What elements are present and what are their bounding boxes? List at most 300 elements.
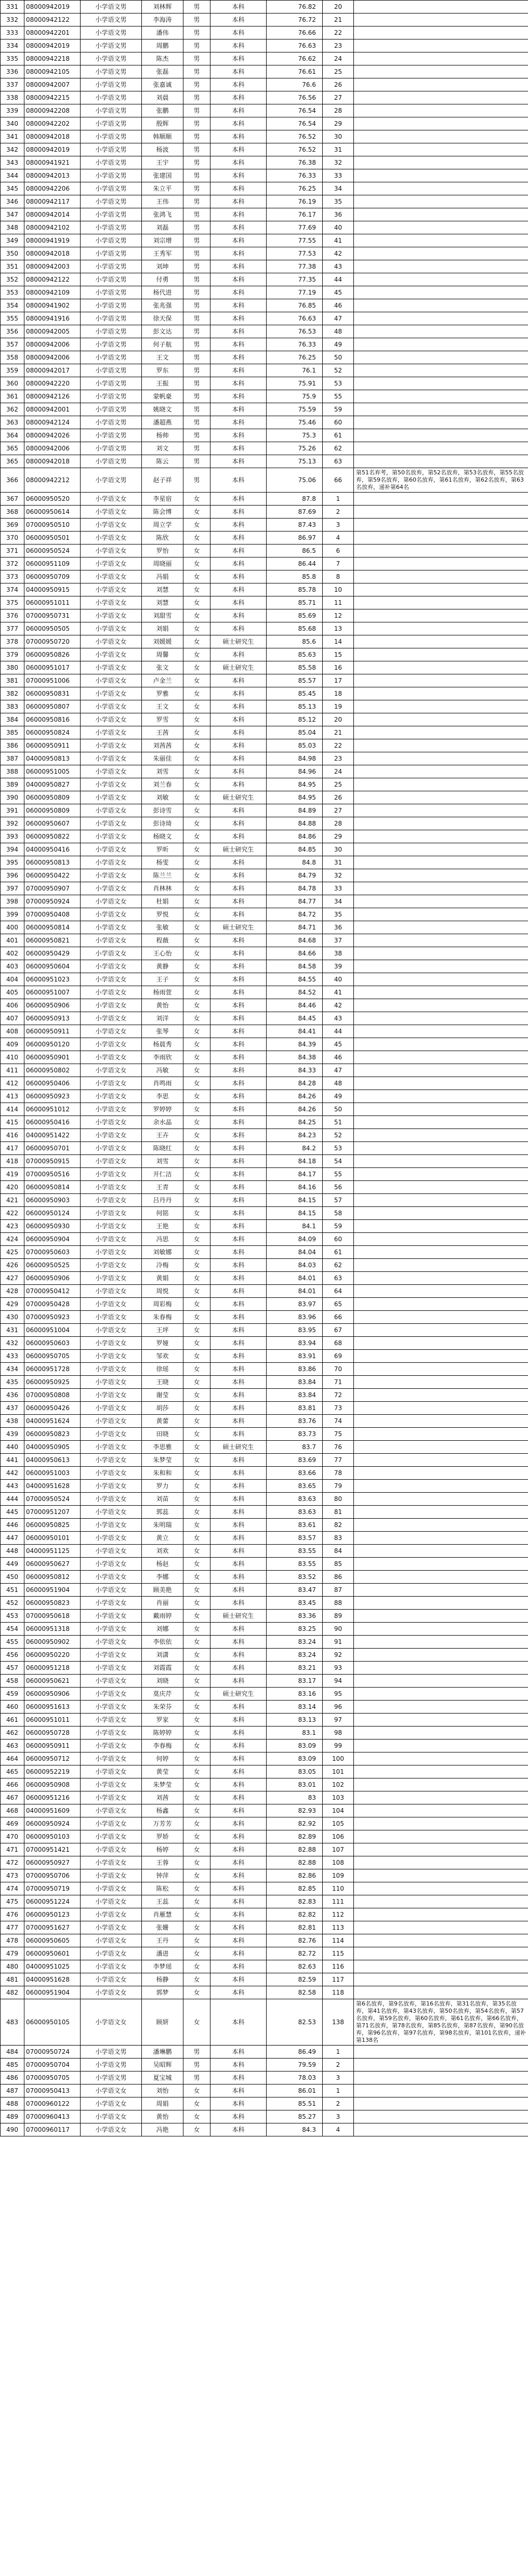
remark-cell bbox=[354, 519, 528, 532]
education-cell: 本科 bbox=[210, 1765, 267, 1778]
remark-cell bbox=[354, 1571, 528, 1584]
total-score-cell: 83.47 bbox=[267, 1584, 323, 1597]
position-cell: 小学语文女 bbox=[81, 752, 142, 765]
remark-cell bbox=[354, 1493, 528, 1506]
remark-cell bbox=[354, 1908, 528, 1921]
remark-cell bbox=[354, 1038, 528, 1051]
gender-cell: 女 bbox=[183, 1259, 210, 1272]
table-row bbox=[1, 752, 528, 765]
table-row bbox=[1, 1220, 528, 1233]
remark-cell bbox=[354, 622, 528, 635]
remark-cell bbox=[354, 713, 528, 726]
rank-cell: 71 bbox=[323, 1376, 354, 1389]
total-score-cell: 82.53 bbox=[267, 1999, 323, 2046]
position-cell: 小学语文女 bbox=[81, 1415, 142, 1428]
position-cell: 小学语文女 bbox=[81, 830, 142, 843]
table-row bbox=[1, 117, 528, 130]
position-cell: 小学语文女 bbox=[81, 1869, 142, 1882]
table-row bbox=[1, 442, 528, 455]
exam-id-cell: 07000951006 bbox=[24, 674, 81, 687]
row-number-cell: 477 bbox=[1, 1921, 24, 1934]
rank-cell: 51 bbox=[323, 1116, 354, 1129]
table-row bbox=[1, 570, 528, 583]
gender-cell: 女 bbox=[183, 1389, 210, 1402]
gender-cell: 女 bbox=[183, 1155, 210, 1168]
remark-cell bbox=[354, 104, 528, 117]
rank-cell: 35 bbox=[323, 195, 354, 208]
education-cell: 本科 bbox=[210, 1077, 267, 1090]
rank-cell: 34 bbox=[323, 182, 354, 195]
table-row bbox=[1, 143, 528, 156]
position-cell: 小学语文男 bbox=[81, 338, 142, 351]
gender-cell: 女 bbox=[183, 532, 210, 545]
education-cell: 本科 bbox=[210, 1363, 267, 1376]
education-cell: 本科 bbox=[210, 1856, 267, 1869]
gender-cell: 女 bbox=[183, 999, 210, 1012]
table-row bbox=[1, 156, 528, 169]
exam-id-cell: 04000950827 bbox=[24, 778, 81, 791]
exam-id-cell: 08000942005 bbox=[24, 325, 81, 338]
row-number-cell: 353 bbox=[1, 286, 24, 299]
exam-id-cell: 07000950510 bbox=[24, 519, 81, 532]
total-score-cell: 84.04 bbox=[267, 1246, 323, 1259]
rank-cell: 23 bbox=[323, 39, 354, 52]
row-number-cell: 387 bbox=[1, 752, 24, 765]
position-cell: 小学语文男 bbox=[81, 169, 142, 182]
education-cell: 本科 bbox=[210, 1817, 267, 1830]
education-cell: 本科 bbox=[210, 2084, 267, 2097]
position-cell: 小学语文男 bbox=[81, 442, 142, 455]
position-cell: 小学语文女 bbox=[81, 1220, 142, 1233]
row-number-cell: 362 bbox=[1, 403, 24, 416]
row-number-cell: 358 bbox=[1, 351, 24, 364]
position-cell: 小学语文女 bbox=[81, 1882, 142, 1895]
remark-cell bbox=[354, 791, 528, 804]
gender-cell: 男 bbox=[183, 104, 210, 117]
table-row bbox=[1, 325, 528, 338]
position-cell: 小学语文女 bbox=[81, 726, 142, 739]
position-cell: 小学语文女 bbox=[81, 622, 142, 635]
exam-id-cell: 06000950426 bbox=[24, 1402, 81, 1415]
remark-cell bbox=[354, 817, 528, 830]
position-cell: 小学语文男 bbox=[81, 14, 142, 26]
row-number-cell: 463 bbox=[1, 1740, 24, 1752]
gender-cell: 女 bbox=[183, 1051, 210, 1064]
row-number-cell: 341 bbox=[1, 130, 24, 143]
table-row bbox=[1, 2059, 528, 2072]
position-cell: 小学语文女 bbox=[81, 1103, 142, 1116]
table-row bbox=[1, 1597, 528, 1610]
total-score-cell: 75.46 bbox=[267, 416, 323, 429]
education-cell: 本科 bbox=[210, 1519, 267, 1532]
remark-cell bbox=[354, 1467, 528, 1480]
row-number-cell: 392 bbox=[1, 817, 24, 830]
gender-cell: 女 bbox=[183, 1960, 210, 1973]
candidate-name-cell: 冯艳 bbox=[142, 2123, 183, 2136]
row-number-cell: 467 bbox=[1, 1791, 24, 1804]
position-cell: 小学语文男 bbox=[81, 52, 142, 65]
rank-cell: 22 bbox=[323, 26, 354, 39]
rank-cell: 97 bbox=[323, 1714, 354, 1727]
education-cell: 本科 bbox=[210, 1973, 267, 1986]
total-score-cell: 82.88 bbox=[267, 1843, 323, 1856]
table-row bbox=[1, 1947, 528, 1960]
total-score-cell: 82.85 bbox=[267, 1882, 323, 1895]
education-cell: 本科 bbox=[210, 1259, 267, 1272]
position-cell: 小学语文男 bbox=[81, 468, 142, 493]
exam-id-cell: 08000942215 bbox=[24, 91, 81, 104]
total-score-cell: 86.44 bbox=[267, 557, 323, 570]
total-score-cell: 84.88 bbox=[267, 817, 323, 830]
candidate-name-cell: 潘进 bbox=[142, 1947, 183, 1960]
row-number-cell: 377 bbox=[1, 622, 24, 635]
rank-cell: 117 bbox=[323, 1973, 354, 1986]
row-number-cell: 433 bbox=[1, 1350, 24, 1363]
education-cell: 本科 bbox=[210, 1908, 267, 1921]
rank-cell: 11 bbox=[323, 596, 354, 609]
table-row bbox=[1, 1051, 528, 1064]
total-score-cell: 84.23 bbox=[267, 1129, 323, 1142]
education-cell: 本科 bbox=[210, 1752, 267, 1765]
table-row bbox=[1, 739, 528, 752]
rank-cell: 30 bbox=[323, 130, 354, 143]
row-number-cell: 374 bbox=[1, 583, 24, 596]
row-number-cell: 458 bbox=[1, 1675, 24, 1688]
candidate-name-cell: 张兆强 bbox=[142, 299, 183, 312]
candidate-name-cell: 万芳芳 bbox=[142, 1817, 183, 1830]
candidate-name-cell: 周馨 bbox=[142, 648, 183, 661]
education-cell: 本科 bbox=[210, 986, 267, 999]
total-score-cell: 84.98 bbox=[267, 752, 323, 765]
education-cell: 本科 bbox=[210, 1714, 267, 1727]
total-score-cell: 83.84 bbox=[267, 1389, 323, 1402]
position-cell: 小学语文女 bbox=[81, 1571, 142, 1584]
candidate-name-cell: 张建国 bbox=[142, 169, 183, 182]
gender-cell: 女 bbox=[183, 804, 210, 817]
total-score-cell: 83.1 bbox=[267, 1727, 323, 1740]
table-row bbox=[1, 1623, 528, 1636]
table-row bbox=[1, 1895, 528, 1908]
remark-cell bbox=[354, 39, 528, 52]
rank-cell: 36 bbox=[323, 921, 354, 934]
education-cell: 本科 bbox=[210, 1999, 267, 2046]
candidate-name-cell: 刘晓 bbox=[142, 1675, 183, 1688]
education-cell: 本科 bbox=[210, 1480, 267, 1493]
education-cell: 本科 bbox=[210, 648, 267, 661]
rank-cell: 21 bbox=[323, 14, 354, 26]
table-row bbox=[1, 934, 528, 947]
row-number-cell: 475 bbox=[1, 1895, 24, 1908]
exam-id-cell: 06000950809 bbox=[24, 804, 81, 817]
row-number-cell: 435 bbox=[1, 1376, 24, 1389]
exam-id-cell: 06000950524 bbox=[24, 545, 81, 557]
total-score-cell: 85.51 bbox=[267, 2097, 323, 2110]
candidate-name-cell: 陈欣 bbox=[142, 532, 183, 545]
total-score-cell: 82.76 bbox=[267, 1934, 323, 1947]
education-cell: 本科 bbox=[210, 455, 267, 468]
row-number-cell: 350 bbox=[1, 247, 24, 260]
candidate-name-cell: 彭诗雪 bbox=[142, 804, 183, 817]
row-number-cell: 339 bbox=[1, 104, 24, 117]
gender-cell: 女 bbox=[183, 791, 210, 804]
position-cell: 小学语文女 bbox=[81, 986, 142, 999]
candidate-name-cell: 陈云 bbox=[142, 455, 183, 468]
gender-cell: 女 bbox=[183, 1545, 210, 1558]
candidate-name-cell: 杨帅 bbox=[142, 429, 183, 442]
exam-id-cell: 06000950705 bbox=[24, 1350, 81, 1363]
position-cell: 小学语文女 bbox=[81, 1973, 142, 1986]
row-number-cell: 444 bbox=[1, 1493, 24, 1506]
education-cell: 本科 bbox=[210, 1090, 267, 1103]
gender-cell: 男 bbox=[183, 377, 210, 390]
row-number-cell: 453 bbox=[1, 1610, 24, 1623]
exam-id-cell: 06000950823 bbox=[24, 1597, 81, 1610]
remark-cell bbox=[354, 1168, 528, 1181]
position-cell: 小学语文女 bbox=[81, 2123, 142, 2136]
table-row bbox=[1, 1337, 528, 1350]
candidate-name-cell: 李雨欣 bbox=[142, 1051, 183, 1064]
exam-id-cell: 08000942208 bbox=[24, 104, 81, 117]
candidate-name-cell: 罗力 bbox=[142, 1480, 183, 1493]
total-score-cell: 85.13 bbox=[267, 700, 323, 713]
rank-cell: 50 bbox=[323, 351, 354, 364]
exam-id-cell: 07000950923 bbox=[24, 1311, 81, 1324]
exam-id-cell: 06000950906 bbox=[24, 1688, 81, 1701]
total-score-cell: 84.25 bbox=[267, 1116, 323, 1129]
total-score-cell: 75.9 bbox=[267, 390, 323, 403]
candidate-name-cell: 黄娟 bbox=[142, 1272, 183, 1285]
exam-id-cell: 04000950915 bbox=[24, 583, 81, 596]
position-cell: 小学语文女 bbox=[81, 648, 142, 661]
table-row bbox=[1, 532, 528, 545]
candidate-name-cell: 罗雪 bbox=[142, 713, 183, 726]
position-cell: 小学语文男 bbox=[81, 117, 142, 130]
table-row bbox=[1, 726, 528, 739]
total-score-cell: 77.35 bbox=[267, 273, 323, 286]
position-cell: 小学语文女 bbox=[81, 1025, 142, 1038]
row-number-cell: 454 bbox=[1, 1623, 24, 1636]
table-row bbox=[1, 1, 528, 14]
exam-id-cell: 04000950813 bbox=[24, 752, 81, 765]
rank-cell: 3 bbox=[323, 2072, 354, 2084]
candidate-name-cell: 刘怡 bbox=[142, 2084, 183, 2097]
gender-cell: 女 bbox=[183, 1597, 210, 1610]
gender-cell: 男 bbox=[183, 221, 210, 234]
total-score-cell: 85.63 bbox=[267, 648, 323, 661]
candidate-name-cell: 赵子祥 bbox=[142, 468, 183, 493]
total-score-cell: 83.84 bbox=[267, 1376, 323, 1389]
education-cell: 本科 bbox=[210, 726, 267, 739]
table-row bbox=[1, 182, 528, 195]
gender-cell: 女 bbox=[183, 1103, 210, 1116]
position-cell: 小学语文女 bbox=[81, 1649, 142, 1662]
rank-cell: 56 bbox=[323, 1181, 354, 1194]
education-cell: 本科 bbox=[210, 1727, 267, 1740]
remark-cell bbox=[354, 1623, 528, 1636]
row-number-cell: 384 bbox=[1, 713, 24, 726]
rank-cell: 63 bbox=[323, 1272, 354, 1285]
position-cell: 小学语文女 bbox=[81, 947, 142, 960]
remark-cell bbox=[354, 1506, 528, 1519]
exam-id-cell: 06000950101 bbox=[24, 1532, 81, 1545]
candidate-name-cell: 朱梦莹 bbox=[142, 1778, 183, 1791]
remark-cell bbox=[354, 1220, 528, 1233]
rank-cell: 75 bbox=[323, 1428, 354, 1441]
row-number-cell: 440 bbox=[1, 1441, 24, 1454]
education-cell: 本科 bbox=[210, 1285, 267, 1298]
row-number-cell: 448 bbox=[1, 1545, 24, 1558]
remark-cell bbox=[354, 1, 528, 14]
position-cell: 小学语文女 bbox=[81, 713, 142, 726]
row-number-cell: 489 bbox=[1, 2110, 24, 2123]
education-cell: 本科 bbox=[210, 442, 267, 455]
rank-cell: 101 bbox=[323, 1765, 354, 1778]
candidate-name-cell: 刘林辉 bbox=[142, 1, 183, 14]
position-cell: 小学语文女 bbox=[81, 583, 142, 596]
candidate-name-cell: 李思 bbox=[142, 1090, 183, 1103]
table-row bbox=[1, 1506, 528, 1519]
row-number-cell: 488 bbox=[1, 2097, 24, 2110]
table-row bbox=[1, 1934, 528, 1947]
row-number-cell: 439 bbox=[1, 1428, 24, 1441]
total-score-cell: 76.56 bbox=[267, 91, 323, 104]
remark-cell bbox=[354, 1337, 528, 1350]
candidate-name-cell: 徐瑶 bbox=[142, 1363, 183, 1376]
table-row bbox=[1, 65, 528, 78]
education-cell: 本科 bbox=[210, 234, 267, 247]
candidate-name-cell: 王子 bbox=[142, 973, 183, 986]
gender-cell: 女 bbox=[183, 1765, 210, 1778]
row-number-cell: 361 bbox=[1, 390, 24, 403]
gender-cell: 女 bbox=[183, 1129, 210, 1142]
total-score-cell: 76.53 bbox=[267, 325, 323, 338]
education-cell: 硕士研究生 bbox=[210, 843, 267, 856]
rank-cell: 92 bbox=[323, 1649, 354, 1662]
row-number-cell: 415 bbox=[1, 1116, 24, 1129]
position-cell: 小学语文女 bbox=[81, 1324, 142, 1337]
table-row bbox=[1, 1921, 528, 1934]
candidate-name-cell: 王艳 bbox=[142, 1220, 183, 1233]
education-cell: 本科 bbox=[210, 182, 267, 195]
position-cell: 小学语文男 bbox=[81, 195, 142, 208]
candidate-name-cell: 陈兰兰 bbox=[142, 869, 183, 882]
total-score-cell: 87.43 bbox=[267, 519, 323, 532]
gender-cell: 女 bbox=[183, 1740, 210, 1752]
row-number-cell: 445 bbox=[1, 1506, 24, 1519]
row-number-cell: 346 bbox=[1, 195, 24, 208]
gender-cell: 男 bbox=[183, 468, 210, 493]
rank-cell: 27 bbox=[323, 91, 354, 104]
exam-id-cell: 06000950604 bbox=[24, 960, 81, 973]
table-row bbox=[1, 1752, 528, 1765]
gender-cell: 女 bbox=[183, 1467, 210, 1480]
table-row bbox=[1, 1493, 528, 1506]
exam-id-cell: 07000960413 bbox=[24, 2110, 81, 2123]
gender-cell: 男 bbox=[183, 260, 210, 273]
table-row bbox=[1, 1454, 528, 1467]
rank-cell: 118 bbox=[323, 1986, 354, 1999]
row-number-cell: 473 bbox=[1, 1869, 24, 1882]
gender-cell: 女 bbox=[183, 1246, 210, 1259]
table-row bbox=[1, 169, 528, 182]
education-cell: 本科 bbox=[210, 804, 267, 817]
table-row bbox=[1, 78, 528, 91]
exam-id-cell: 07000950706 bbox=[24, 1869, 81, 1882]
remark-cell bbox=[354, 493, 528, 506]
remark-cell bbox=[354, 661, 528, 674]
rank-cell: 93 bbox=[323, 1662, 354, 1675]
position-cell: 小学语文女 bbox=[81, 1532, 142, 1545]
row-number-cell: 468 bbox=[1, 1804, 24, 1817]
position-cell: 小学语文女 bbox=[81, 1077, 142, 1090]
gender-cell: 男 bbox=[183, 286, 210, 299]
remark-cell bbox=[354, 869, 528, 882]
rank-cell: 50 bbox=[323, 1103, 354, 1116]
education-cell: 本科 bbox=[210, 1986, 267, 1999]
total-score-cell: 83.24 bbox=[267, 1636, 323, 1649]
total-score-cell: 84.86 bbox=[267, 830, 323, 843]
remark-cell bbox=[354, 1311, 528, 1324]
education-cell: 本科 bbox=[210, 1, 267, 14]
candidate-name-cell: 朱春梅 bbox=[142, 1311, 183, 1324]
table-row bbox=[1, 999, 528, 1012]
table-row bbox=[1, 247, 528, 260]
exam-id-cell: 06000951017 bbox=[24, 661, 81, 674]
rank-cell: 109 bbox=[323, 1869, 354, 1882]
rank-cell: 47 bbox=[323, 312, 354, 325]
remark-cell bbox=[354, 1051, 528, 1064]
position-cell: 小学语文女 bbox=[81, 1402, 142, 1415]
total-score-cell: 77.69 bbox=[267, 221, 323, 234]
gender-cell: 男 bbox=[183, 195, 210, 208]
table-row bbox=[1, 312, 528, 325]
total-score-cell: 84.18 bbox=[267, 1155, 323, 1168]
table-row bbox=[1, 14, 528, 26]
table-row bbox=[1, 1804, 528, 1817]
rank-cell: 44 bbox=[323, 1025, 354, 1038]
gender-cell: 女 bbox=[183, 609, 210, 622]
remark-cell bbox=[354, 1077, 528, 1090]
remark-cell bbox=[354, 986, 528, 999]
remark-cell bbox=[354, 1272, 528, 1285]
table-row bbox=[1, 273, 528, 286]
gender-cell: 女 bbox=[183, 713, 210, 726]
exam-id-cell: 07000950907 bbox=[24, 882, 81, 895]
exam-id-cell: 06000951011 bbox=[24, 596, 81, 609]
rank-cell: 39 bbox=[323, 960, 354, 973]
gender-cell: 女 bbox=[183, 869, 210, 882]
candidate-name-cell: 王秀军 bbox=[142, 247, 183, 260]
rank-cell: 20 bbox=[323, 1, 354, 14]
rank-cell: 108 bbox=[323, 1856, 354, 1869]
position-cell: 小学语文女 bbox=[81, 1688, 142, 1701]
total-score-cell: 84.01 bbox=[267, 1272, 323, 1285]
education-cell: 本科 bbox=[210, 2097, 267, 2110]
row-number-cell: 482 bbox=[1, 1986, 24, 1999]
row-number-cell: 351 bbox=[1, 260, 24, 273]
candidate-name-cell: 陈婷婷 bbox=[142, 1727, 183, 1740]
table-row bbox=[1, 1389, 528, 1402]
rank-cell: 64 bbox=[323, 1285, 354, 1298]
table-row bbox=[1, 1155, 528, 1168]
total-score-cell: 84.26 bbox=[267, 1090, 323, 1103]
row-number-cell: 393 bbox=[1, 830, 24, 843]
gender-cell: 女 bbox=[183, 583, 210, 596]
total-score-cell: 75.06 bbox=[267, 468, 323, 493]
remark-cell bbox=[354, 1817, 528, 1830]
position-cell: 小学语文女 bbox=[81, 596, 142, 609]
exam-id-cell: 08000942201 bbox=[24, 26, 81, 39]
